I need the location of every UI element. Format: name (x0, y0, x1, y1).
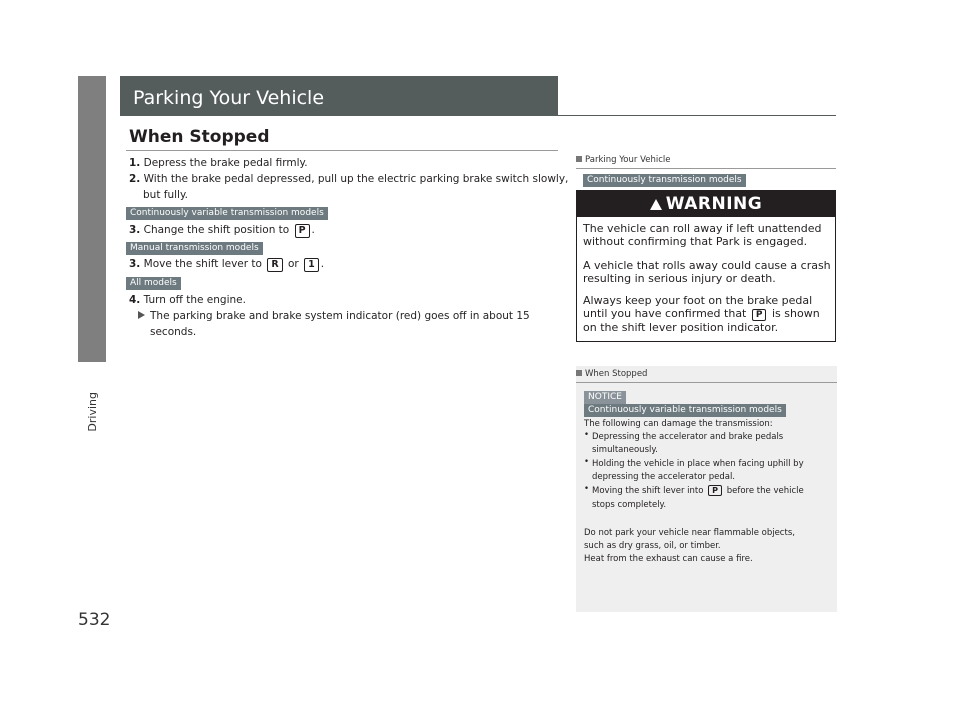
notice-label: NOTICE (584, 391, 626, 404)
fire-warning-line-3: Heat from the exhaust can cause a fire. (584, 554, 753, 564)
tag-cvt-models: Continuously variable transmission models (584, 404, 786, 417)
note-heading (576, 366, 837, 383)
warning-paragraph-3 (583, 294, 833, 334)
reference-icon (576, 370, 582, 376)
warning-text: is shown on the shift lever position indicator. (583, 307, 820, 334)
bullet-2-line-1: Holding the vehicle in place when facing uphill by (592, 459, 804, 469)
tag-transmission-models: Continuously transmission models (583, 174, 746, 187)
step-text: Move the shift lever to (143, 258, 262, 270)
bullet-text: Moving the shift lever into (592, 486, 704, 496)
fire-warning-line-2: such as dry grass, oil, or timber. (584, 541, 721, 551)
tag-all-models: All models (126, 277, 181, 290)
fire-warning-line-1: Do not park your vehicle near flammable objects, (584, 528, 795, 538)
reference-icon (576, 156, 582, 162)
warning-box (576, 190, 836, 342)
shift-key-1: 1 (304, 258, 319, 272)
bullet-text: before the vehicle (726, 486, 804, 496)
bullet-icon: • (584, 430, 590, 440)
step-text: Turn off the engine. (143, 294, 246, 306)
warning-text: Always keep your foot on the brake pedal until you have confirmed that (583, 294, 813, 320)
step-3-cvt (129, 222, 315, 238)
tag-cvt-models: Continuously variable transmission models (126, 207, 328, 220)
chapter-tab (78, 76, 106, 362)
title-rule (120, 115, 836, 116)
shift-key-p: P (708, 485, 722, 496)
page-number: 532 (78, 610, 111, 630)
tag-manual-models: Manual transmission models (126, 242, 263, 255)
notice-intro: The following can damage the transmission: (584, 419, 773, 429)
step-4 (129, 292, 246, 308)
section-title-bar (120, 76, 558, 115)
period: . (311, 224, 315, 236)
step-4-detail (138, 308, 530, 324)
step-text: Change the shift position to (143, 224, 290, 236)
shift-key-p: P (295, 224, 310, 238)
warning-paragraph-1: The vehicle can roll away if left unattended without confirming that Park is engaged. (583, 222, 822, 248)
shift-key-p: P (752, 309, 767, 321)
bullet-1-line-2: simultaneously. (592, 445, 658, 455)
step-number: 1. (129, 157, 141, 169)
warning-triangle-icon (650, 199, 662, 210)
step-number: 3. (129, 224, 141, 236)
warning-paragraph-2: A vehicle that rolls away could cause a crash resulting in serious injury or death. (583, 259, 831, 285)
step-number: 3. (129, 258, 141, 270)
step-text: With the brake pedal depressed, pull up the electric parking brake switch slowly, (143, 173, 569, 185)
note-title: When Stopped (585, 369, 648, 379)
bullet-icon: • (584, 484, 590, 494)
step-1 (129, 155, 308, 171)
bullet-3-line-2: stops completely. (592, 500, 667, 510)
detail-text: The parking brake and brake system indicator (red) goes off in about 15 (150, 310, 530, 322)
side-note-when-stopped (576, 366, 837, 612)
chapter-label: Driving (86, 392, 99, 432)
step-2 (129, 171, 568, 187)
bullet-3-line-1 (592, 485, 804, 497)
step-2-continued: but fully. (143, 189, 189, 201)
bullet-1-line-1: Depressing the accelerator and brake pedals (592, 432, 784, 442)
step-4-detail-continued: seconds. (150, 326, 197, 338)
subheading-rule (126, 150, 558, 151)
note-title: Parking Your Vehicle (585, 155, 671, 165)
step-3-manual (129, 256, 324, 272)
section-title: Parking Your Vehicle (133, 87, 325, 109)
note-heading (576, 152, 836, 169)
step-text: Depress the brake pedal firmly. (143, 157, 308, 169)
arrow-icon (138, 311, 145, 319)
step-number: 4. (129, 294, 141, 306)
shift-key-r: R (267, 258, 282, 272)
step-number: 2. (129, 173, 141, 185)
or-text: or (287, 258, 299, 270)
subheading: When Stopped (129, 127, 270, 147)
warning-label: WARNING (665, 194, 763, 214)
bullet-icon: • (584, 457, 590, 467)
bullet-2-line-2: depressing the accelerator pedal. (592, 472, 736, 482)
side-note-parking (576, 152, 836, 342)
warning-banner (577, 191, 835, 217)
period: . (320, 258, 325, 270)
